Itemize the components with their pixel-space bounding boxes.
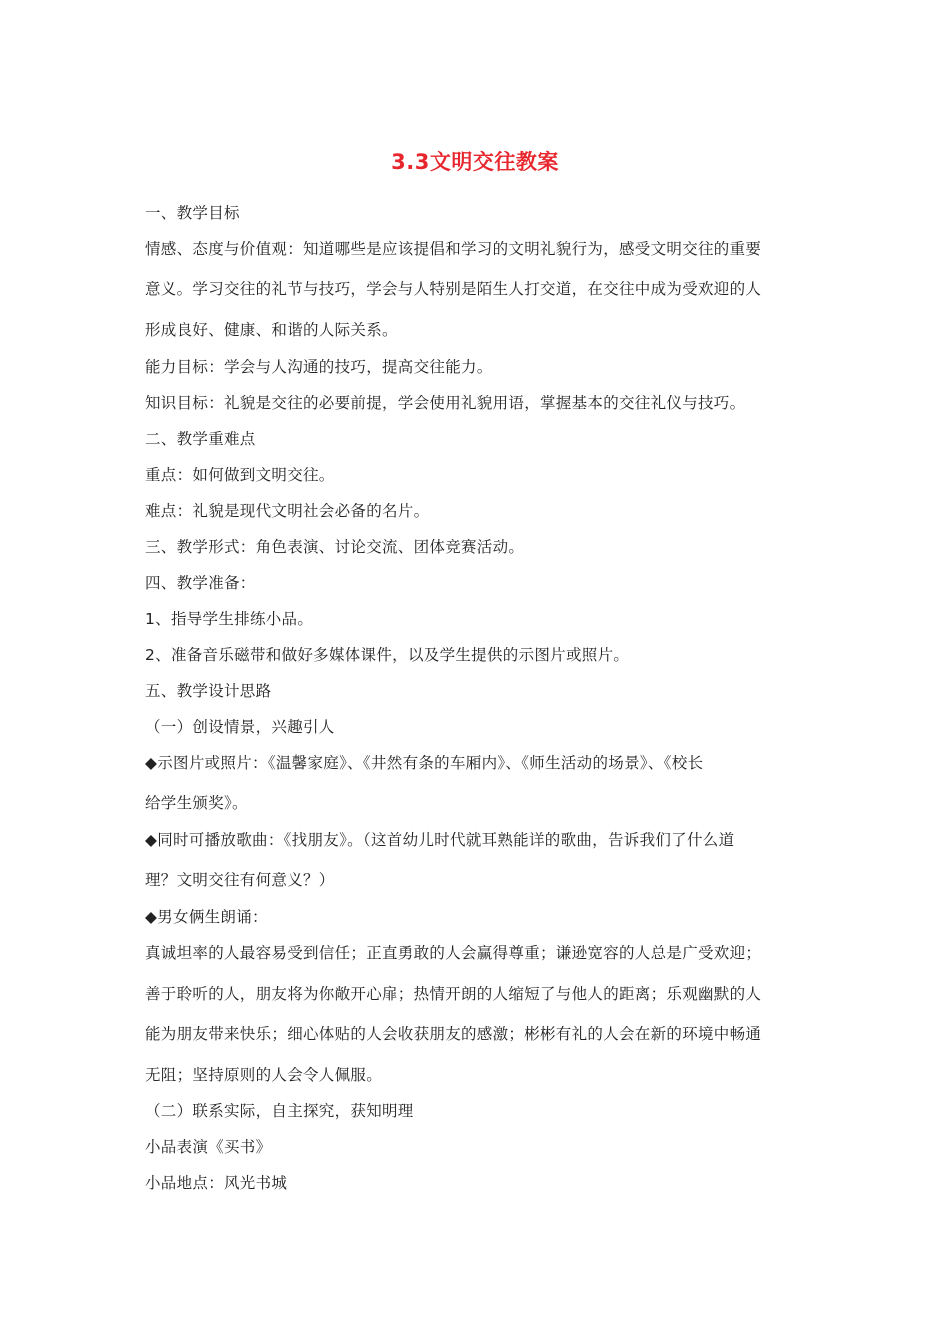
list-item: 2、准备音乐磁带和做好多媒体课件，以及学生提供的示图片或照片。 <box>145 646 630 664</box>
document-title: 3.3文明交往教案 <box>391 150 559 174</box>
paragraph-line: 小品表演《买书》 <box>145 1138 272 1156</box>
paragraph-line: 难点：礼貌是现代文明社会必备的名片。 <box>145 502 430 520</box>
subheading: （二）联系实际，自主探究，获知明理 <box>145 1102 414 1120</box>
paragraph-line: 小品地点：风光书城 <box>145 1174 288 1192</box>
paragraph-line: 意义。学习交往的礼节与技巧，学会与人特别是陌生人打交道，在交往中成为受欢迎的人 <box>145 280 762 298</box>
bullet-line: ◆男女俩生朗诵： <box>145 908 268 926</box>
paragraph-line: 理？文明交往有何意义？） <box>145 871 335 889</box>
heading-teaching-goals: 一、教学目标 <box>145 204 240 222</box>
paragraph-line: 知识目标：礼貌是交往的必要前提，学会使用礼貌用语，掌握基本的交往礼仪与技巧。 <box>145 394 746 412</box>
paragraph-line: 形成良好、健康、和谐的人际关系。 <box>145 321 398 339</box>
bullet-line: ◆同时可播放歌曲：《找朋友》。（这首幼儿时代就耳熟能详的歌曲，告诉我们了什么道 <box>145 831 735 849</box>
heading-key-points: 二、教学重难点 <box>145 430 256 448</box>
paragraph-line: 无阻；坚持原则的人会令人佩服。 <box>145 1066 383 1084</box>
paragraph-line: 真诚坦率的人最容易受到信任；正直勇敢的人会赢得尊重；谦逊宽容的人总是广受欢迎； <box>145 944 762 962</box>
heading-design: 五、教学设计思路 <box>145 682 272 700</box>
paragraph-line: 情感、态度与价值观：知道哪些是应该提倡和学习的文明礼貌行为，感受文明交往的重要 <box>145 240 762 258</box>
paragraph-line: 给学生颁奖》。 <box>145 794 248 812</box>
subheading: （一）创设情景，兴趣引人 <box>145 718 335 736</box>
heading-teaching-form: 三、教学形式：角色表演、讨论交流、团体竞赛活动。 <box>145 538 525 556</box>
paragraph-line: 重点：如何做到文明交往。 <box>145 466 335 484</box>
heading-preparation: 四、教学准备： <box>145 574 256 592</box>
paragraph-line: 能力目标：学会与人沟通的技巧，提高交往能力。 <box>145 358 493 376</box>
paragraph-line: 能为朋友带来快乐；细心体贴的人会收获朋友的感激；彬彬有礼的人会在新的环境中畅通 <box>145 1025 762 1043</box>
list-item: 1、指导学生排练小品。 <box>145 610 314 628</box>
paragraph-line: 善于聆听的人，朋友将为你敞开心扉；热情开朗的人缩短了与他人的距离；乐观幽默的人 <box>145 985 762 1003</box>
bullet-line: ◆示图片或照片：《温馨家庭》、《井然有条的车厢内》、《师生活动的场景》、《校长 <box>145 754 704 772</box>
